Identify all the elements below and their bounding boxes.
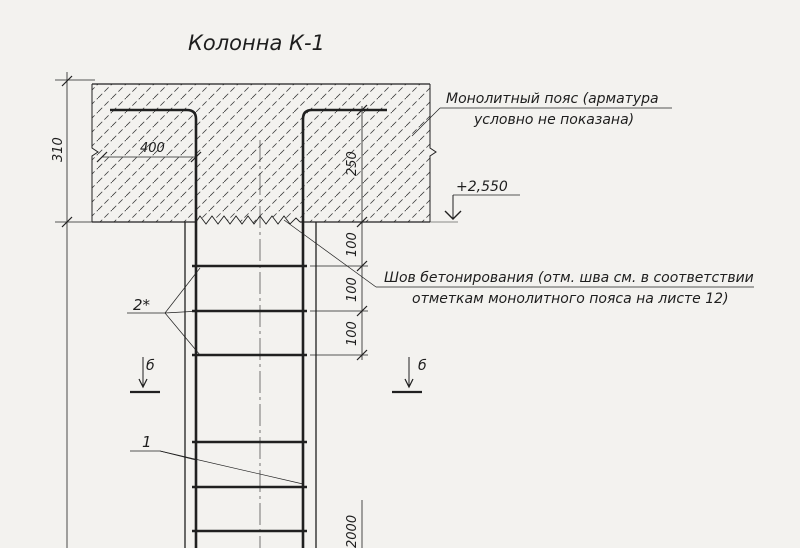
seam-note-line2: отметкам монолитного пояса на листе 12) (412, 291, 729, 307)
dimension-belt-height (51, 72, 95, 548)
section-mark-label: б (146, 358, 155, 374)
level-mark-label: +2,550 (456, 179, 508, 195)
section-mark-left (130, 357, 160, 392)
position-1-label: 1 (142, 433, 152, 451)
dim-2000-label: 2000 (345, 514, 360, 548)
stirrups (192, 266, 307, 531)
position-2-callout (127, 268, 200, 355)
section-mark-label: б (418, 358, 427, 374)
dim-250-label: 250 (345, 151, 360, 176)
dim-400-label: 400 (140, 141, 165, 156)
dim-100-label: 100 (345, 232, 360, 257)
dimension-stirrup-spacing (310, 222, 368, 548)
dim-310-label: 310 (51, 137, 66, 162)
dim-100-label: 100 (345, 277, 360, 302)
belt-note-line2: условно не показана) (474, 112, 635, 128)
section-mark-right (392, 357, 427, 392)
belt-note-line1: Монолитный пояс (арматура (446, 91, 659, 107)
belt-note (412, 91, 672, 136)
drawing-title: Колонна К-1 (188, 31, 325, 55)
seam-note-line1: Шов бетонирования (отм. шва см. в соответствии (384, 270, 754, 286)
dim-100-label: 100 (345, 321, 360, 346)
position-1-callout (130, 433, 303, 484)
position-2-label: 2* (133, 296, 151, 314)
